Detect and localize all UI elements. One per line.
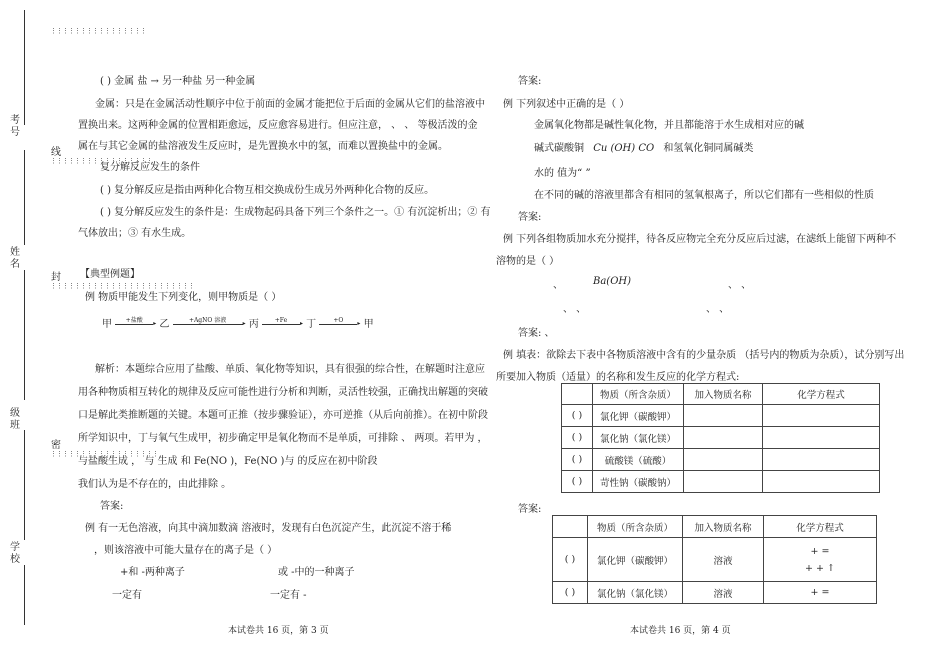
option-a: +和 -两种离子 — [120, 567, 185, 578]
table-row — [562, 471, 880, 493]
example-3-option: 水的 值为“ ” — [534, 168, 591, 179]
row-substance: 硫酸镁（硫酸） — [593, 449, 684, 471]
binding-label-name: 姓名 — [10, 247, 20, 270]
reaction-chain: 甲 +盐酸 ▸ 乙 +AgNO 溶液 ▸ 丙 +Fe ▸ 丁 +O ▸ 甲 — [102, 317, 374, 330]
row-substance: 氯化钾（碳酸钾） — [593, 405, 684, 427]
option-b-right: 一定有 - — [270, 590, 307, 601]
example-4-option: 、 、 — [706, 304, 730, 315]
equation-line: + + ↑ — [805, 562, 835, 574]
table-row — [553, 538, 877, 582]
table-header: 化学方程式 — [764, 516, 877, 538]
double-decomposition-cond: 气体放出；③ 有水生成。 — [78, 228, 192, 239]
analysis-line: 用各种物质相互转化的规律及反应可能性进行分析和判断，灵活性较强，正确找出解题的突破 — [78, 387, 488, 398]
binding-line — [24, 270, 25, 400]
chain-jia: 甲 — [102, 319, 112, 330]
example-3-option — [534, 139, 753, 154]
row-equation: + = — [764, 582, 877, 604]
chain-arrow: +O — [319, 317, 357, 325]
chain-yi: 乙 — [159, 319, 170, 330]
row-substance: 氯化钠（氯化镁） — [593, 427, 684, 449]
row-equation — [763, 405, 880, 427]
analysis-line: 解析：本题综合应用了盐酸、单质、氧化物等知识，具有很强的综合性，在解题时注意应 — [95, 364, 485, 375]
dotted-seal-line: ⋮⋮⋮⋮⋮⋮⋮⋮⋮⋮⋮⋮⋮⋮⋮⋮⋮⋮⋮⋮⋮⋮⋮⋮ — [50, 282, 194, 290]
seal-word-seal: 封 — [51, 272, 61, 283]
row-number: ( ) — [553, 582, 588, 604]
dotted-seal-line: ⋮⋮⋮⋮⋮⋮⋮⋮⋮⋮⋮⋮⋮⋮⋮⋮⋮ — [50, 157, 152, 165]
table-header: 物质（所含杂质） — [593, 384, 684, 405]
dotted-seal-line: ⋮⋮⋮⋮⋮⋮⋮⋮⋮⋮⋮⋮⋮⋮⋮⋮⋮⋮ — [50, 450, 158, 458]
row-number: ( ) — [562, 405, 593, 427]
chain-arrow: +AgNO 溶液 — [173, 315, 243, 325]
chain-jia: 甲 — [363, 319, 374, 330]
example-2-question: ，则该溶液中可能大量存在的离子是（ ） — [94, 545, 278, 556]
example-5-question: 所要加入物质（适量）的名称和发生反应的化学方程式: — [496, 372, 740, 383]
table-header: 加入物质名称 — [684, 384, 763, 405]
formula-basic-copper-carbonate: Cu (OH) CO — [593, 143, 655, 154]
row-substance: 氯化钠（氯化镁） — [588, 582, 683, 604]
analysis-line: 我们认为是不存在的，由此排除 。 — [78, 479, 232, 490]
row-substance: 苛性钠（碳酸钠） — [593, 471, 684, 493]
chain-bing: 丙 — [248, 319, 259, 330]
metal-paragraph-line: 属在与其它金属的盐溶液发生反应时，是先置换水中的氢，而难以置换盐中的金属。 — [78, 141, 448, 152]
row-substance: 氯化钾（碳酸钾） — [588, 538, 683, 582]
typical-examples-title: 【典型例题】 — [80, 269, 140, 280]
binding-label-class: 级班 — [10, 408, 20, 431]
row-equation — [763, 427, 880, 449]
equation-line: + = — [810, 545, 830, 557]
row-added-substance — [684, 427, 763, 449]
example-1-question: 例 物质甲能发生下列变化，则甲物质是（ ） — [85, 292, 282, 303]
answer-label: 答案: — [518, 212, 542, 223]
impurity-table — [561, 383, 880, 493]
table-row — [562, 449, 880, 471]
section-title: 复分解反应发生的条件 — [100, 162, 200, 173]
binding-line — [24, 565, 25, 625]
table-header: 加入物质名称 — [683, 516, 764, 538]
row-added-substance: 溶液 — [683, 538, 764, 582]
page-footer: 本试卷共 16 页，第 4 页 — [630, 626, 731, 636]
example-3-question: 例 下列叙述中正确的是（ ） — [503, 99, 630, 110]
row-number: ( ) — [553, 538, 588, 582]
analysis-line: 与盐酸生成 ， 与 生成 和 Fe(NO )，Fe(NO )与 的反应在初中阶段 — [78, 456, 378, 467]
double-decomposition-cond: ( ) 复分解反应发生的条件是：生成物起码具备下列三个条件之一。① 有沉淀析出；② 有 — [100, 207, 491, 218]
example-4-question: 例 下列各组物质加水充分搅拌，待各反应物完全充分反应后过滤，在滤纸上能留下两种不 — [503, 234, 897, 245]
metal-rule-line: ( ) 金属 盐 → 另一种盐 另一种金属 — [100, 76, 256, 87]
example-3-option: 金属氧化物都是碱性氧化物，并且都能溶于水生成相对应的碱 — [534, 120, 804, 131]
row-added-substance — [684, 471, 763, 493]
option-text: 碱式碳酸铜 — [534, 143, 584, 154]
example-2-question: 例 有一无色溶液，向其中滴加数滴 溶液时，发现有白色沉淀产生，此沉淀不溶于稀 — [85, 523, 452, 534]
double-decomposition-def: ( ) 复分解反应是指由两种化合物互相交换成份生成另外两种化合物的反应。 — [100, 185, 435, 196]
row-number: ( ) — [562, 449, 593, 471]
table-row — [562, 427, 880, 449]
metal-paragraph-line: 置换出来。这两种金属的位置相距愈远，反应愈容易进行。但应注意， 、 、 等极活泼的金 — [78, 120, 478, 131]
table-row — [553, 582, 877, 604]
binding-label-school: 学校 — [10, 542, 20, 565]
row-number: ( ) — [562, 471, 593, 493]
example-4-option: 、 、 — [728, 280, 752, 291]
table-row — [562, 405, 880, 427]
formula-barium-hydroxide: Ba(OH) — [593, 276, 632, 287]
option-text: 和氢氧化铜同属碱类 — [663, 143, 754, 154]
analysis-line: 所学知识中，丁与氧气生成甲，初步确定甲是氧化物而不是单质，可排除 、 两项。若甲为 ， — [78, 433, 488, 444]
option-b: 一定有 — [112, 590, 142, 601]
answer-label: 答案: — [100, 501, 124, 512]
answer-label: 答案: — [518, 76, 542, 87]
metal-paragraph-line: 金属：只是在金属活动性顺序中位于前面的金属才能把位于后面的金属从它们的盐溶液中 — [95, 99, 485, 110]
binding-line — [24, 430, 25, 540]
seal-word-secret: 密 — [51, 440, 61, 451]
row-added-substance — [684, 449, 763, 471]
row-equation — [763, 449, 880, 471]
dotted-seal-line: ⋮⋮⋮⋮⋮⋮⋮⋮⋮⋮⋮⋮⋮⋮⋮⋮ — [50, 27, 146, 35]
option-a-right: 或 -中的一种离子 — [278, 567, 355, 578]
row-added-substance — [684, 405, 763, 427]
chain-ding: 丁 — [306, 319, 317, 330]
chain-arrow: +盐酸 — [115, 315, 153, 325]
analysis-line: 口是解此类推断题的关键。本题可正推（按步骤验证），亦可逆推（从后向前推）。在初中阶段 — [78, 410, 488, 421]
answer-label: 答案: 、 — [518, 328, 555, 339]
row-equation — [763, 471, 880, 493]
row-added-substance: 溶液 — [683, 582, 764, 604]
answer-label: 答案: — [518, 504, 542, 515]
table-corner — [562, 384, 593, 405]
example-5-question: 例 填表：欲除去下表中各物质溶液中含有的少量杂质 （括号内的物质为杂质），试分别写出 — [503, 350, 905, 361]
example-4-option: 、 、 — [563, 304, 587, 315]
binding-line — [24, 10, 25, 125]
page-footer: 本试卷共 16 页，第 3 页 — [228, 626, 329, 636]
binding-label-exam-no: 考号 — [10, 115, 20, 138]
row-number: ( ) — [562, 427, 593, 449]
table-corner — [553, 516, 588, 538]
answer-table — [552, 515, 877, 604]
table-header: 化学方程式 — [763, 384, 880, 405]
binding-line — [24, 150, 25, 245]
seal-word-line: 线 — [51, 147, 61, 158]
table-header: 物质（所含杂质） — [588, 516, 683, 538]
example-4-question: 溶物的是（ ） — [496, 256, 560, 267]
example-3-option: 在不同的碱的溶液里都含有相同的氢氧根离子，所以它们都有一些相似的性质 — [534, 190, 874, 201]
row-equation — [764, 538, 877, 582]
chain-arrow: +Fe — [262, 317, 300, 325]
example-4-option: 、 — [553, 280, 563, 291]
